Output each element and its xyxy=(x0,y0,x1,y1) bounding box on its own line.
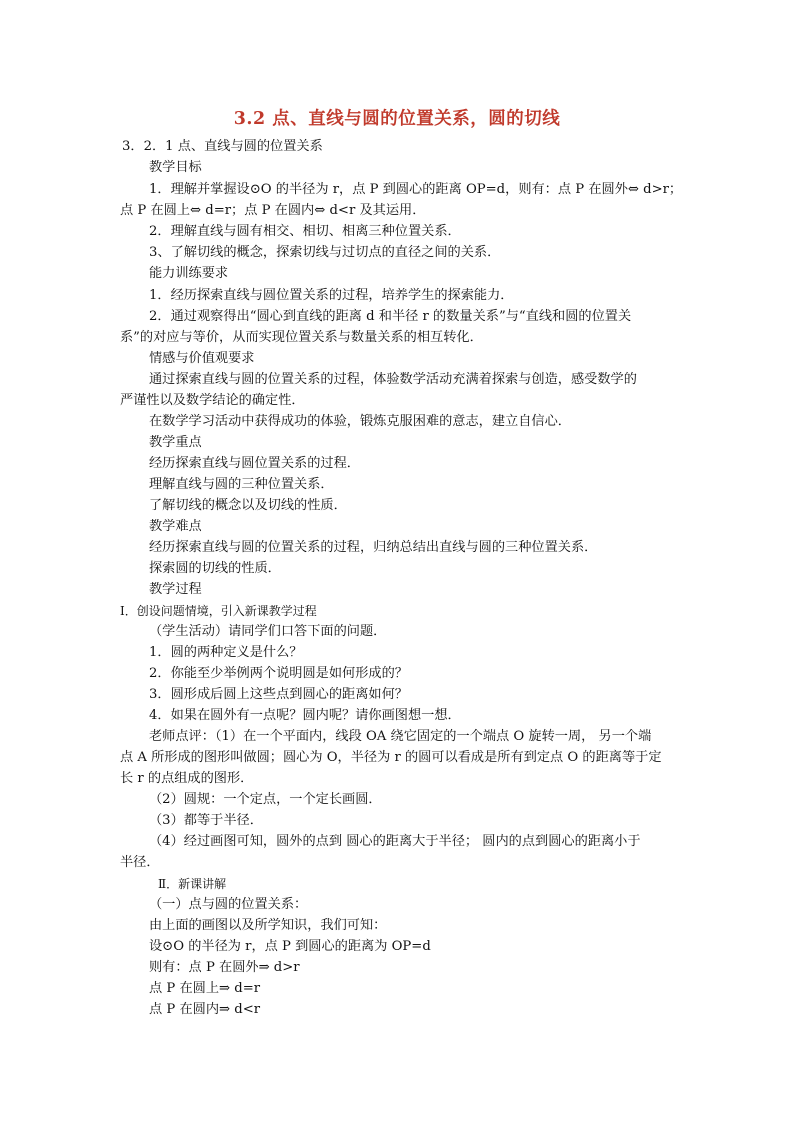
heading-process: 教学过程 xyxy=(149,582,202,597)
comment-4: （4）经过画图可知，圆外的点到 圆心的距离大于半径； 圆内的点到圆心的距离小于 xyxy=(149,834,641,849)
comment-4-cont: 半径． xyxy=(120,855,160,870)
definition: 设⊙O 的半径为 r，点 P 到圆心的距离为 OP=d xyxy=(149,939,431,954)
relation-inside: 点 P 在圆内⇒ d<r xyxy=(149,1002,261,1017)
question-1: 1．圆的两种定义是什么？ xyxy=(149,645,303,660)
ability-2: 2．通过观察得出“圆心到直线的距离 d 和半径 r 的数量关系”与“直线和圆的位置关 xyxy=(149,309,632,324)
objective-2: 2．理解直线与圆有相交、相切、相离三种位置关系． xyxy=(149,224,461,239)
student-activity: （学生活动）请同学们口答下面的问题． xyxy=(149,624,387,639)
emotion-1: 通过探索直线与圆的位置关系的过程，体验数学活动充满着探索与创造，感受数学的 xyxy=(149,372,637,387)
heading-ability: 能力训练要求 xyxy=(149,266,229,281)
ability-1: 1．经历探索直线与圆位置关系的过程，培养学生的探索能力． xyxy=(149,288,514,303)
section-2-heading: Ⅱ．新课讲解 xyxy=(158,877,227,891)
key-point-3: 了解切线的概念以及切线的性质． xyxy=(149,498,347,513)
teacher-comment-cont-2: 长 r 的点组成的图形． xyxy=(120,771,254,786)
heading-key-points: 教学重点 xyxy=(149,435,202,450)
section-heading: 3．2．1 点、直线与圆的位置关系 xyxy=(122,139,323,154)
objective-1: 1．理解并掌握设⊙O 的半径为 r，点 P 到圆心的距离 OP=d，则有：点 P 在圆外⇔ d>r； xyxy=(149,182,683,197)
question-4: 4．如果在圆外有一点呢？圆内呢？请你画图想一想． xyxy=(149,708,461,723)
heading-objectives: 教学目标 xyxy=(149,160,202,175)
key-point-1: 经历探索直线与圆位置关系的过程． xyxy=(149,456,360,471)
question-2: 2．你能至少举例两个说明圆是如何形成的？ xyxy=(149,666,408,681)
subsection-heading: （一）点与圆的位置关系： xyxy=(149,897,308,912)
teacher-comment: 老师点评：（1）在一个平面内，线段 OA 绕它固定的一个端点 O 旋转一周， 另一个端 xyxy=(149,729,652,744)
emotion-2: 在数学学习活动中获得成功的体验，锻炼克服困难的意志，建立自信心． xyxy=(149,414,571,429)
relation-outside: 则有：点 P 在圆外⇒ d>r xyxy=(149,960,300,975)
comment-2: （2）圆规：一个定点，一个定长画圆． xyxy=(149,792,382,807)
relation-on: 点 P 在圆上⇒ d=r xyxy=(149,981,261,996)
difficulty-1: 经历探索直线与圆的位置关系的过程，归纳总结出直线与圆的三种位置关系． xyxy=(149,540,598,555)
document-title: 3.2 点、直线与圆的位置关系，圆的切线 xyxy=(233,109,561,129)
comment-3: （3）都等于半径． xyxy=(149,813,263,828)
objective-3: 3、了解切线的概念，探索切线与过切点的直径之间的关系． xyxy=(149,245,501,260)
objective-1-cont: 点 P 在圆上⇔ d=r；点 P 在圆内⇔ d<r 及其运用． xyxy=(120,203,426,218)
teacher-comment-cont-1: 点 A 所形成的图形叫做圆；圆心为 O，半径为 r 的圆可以看成是所有到定点 O 的距离等于定 xyxy=(120,750,662,765)
emotion-1-cont: 严谨性以及数学结论的确定性． xyxy=(120,393,305,408)
difficulty-2: 探索圆的切线的性质． xyxy=(149,561,281,576)
intro-text: 由上面的画图以及所学知识，我们可知： xyxy=(149,918,387,933)
heading-emotion: 情感与价值观要求 xyxy=(149,351,255,366)
key-point-2: 理解直线与圆的三种位置关系． xyxy=(149,477,334,492)
question-3: 3．圆形成后圆上这些点到圆心的距离如何？ xyxy=(149,687,408,702)
section-1-heading: Ⅰ．创设问题情境，引入新课教学过程 xyxy=(120,604,317,618)
ability-2-cont: 系”的对应与等价，从而实现位置关系与数量关系的相互转化． xyxy=(120,330,483,345)
heading-difficulties: 教学难点 xyxy=(149,519,202,534)
